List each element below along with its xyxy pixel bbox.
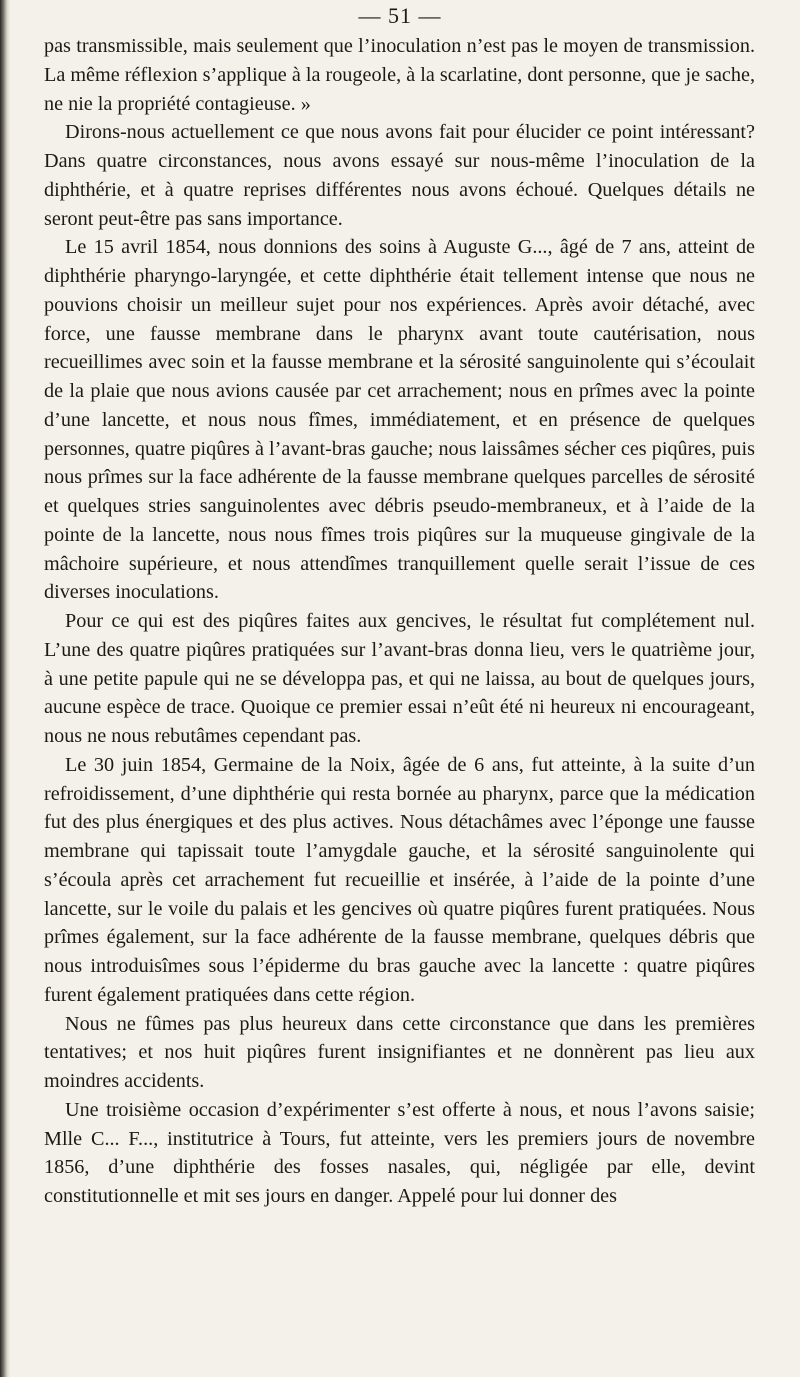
paragraph: Nous ne fûmes pas plus heureux dans cette circonstance que dans les premières tentatives; et nos huit piqûres furent insignifiantes et ne donnèrent pas lieu aux moindres accidents. (44, 1012, 755, 1092)
paragraph: Le 30 juin 1854, Germaine de la Noix, âgée de 6 ans, fut atteinte, à la suite d’un refroidissement, d’une diphthérie qui resta bornée au pharynx, parce que la médication fut des plus énergiques et des plus actives. Nous détachâmes avec l’éponge une fausse membrane qui tapissait toute l’amygdale gauche, et la sérosité sanguinolente qui s’écoula après cet arrachement fut recueillie et insérée, à l’aide de la pointe d’une lancette, sur le voile du palais et les gencives où quatre piqûres furent pratiquées. Nous prîmes également, sur la face adhérente de la fausse membrane, quelques débris que nous introduisîmes sous l’épiderme du bras gauche avec la lancette : quatre piqûres furent également pratiquées dans cette région. (44, 753, 755, 1006)
paragraph: Dirons-nous actuellement ce que nous avons fait pour élucider ce point intéressant? Dans quatre circonstances, nous avons essayé sur nous-même l’inoculation de la diphthérie, et à quatre reprises différentes nous avons échoué. Quelques détails ne seront peut-être pas sans importance. (44, 121, 755, 230)
paragraph: Pour ce qui est des piqûres faites aux gencives, le résultat fut complétement nul. L’une des quatre piqûres pratiquées sur l’avant-bras donna lieu, vers le quatrième jour, à une petite papule qui ne se développa pas, et qui ne laissa, au bout de quelques jours, aucune espèce de trace. Quoique ce premier essai n’eût été ni heureux ni encourageant, nous ne nous rebutâmes cependant pas. (44, 610, 755, 747)
body-text (44, 32, 755, 1211)
paragraph: Le 15 avril 1854, nous donnions des soins à Auguste G..., âgé de 7 ans, atteint de diphthérie pharyngo-laryngée, et cette diphthérie était tellement intense que nous ne pouvions choisir un meilleur sujet pour nos expériences. Après avoir détaché, avec force, une fausse membrane dans le pharynx avant toute cautérisation, nous recueillimes avec soin et la fausse membrane et la sérosité sanguinolente qui s’écoulait de la plaie que nous avions causée par cet arrachement; nous en prîmes avec la pointe d’une lancette, et nous nous fîmes, immédiatement, et en présence de quelques personnes, quatre piqûres à l’avant-bras gauche; nous laissâmes sécher ces piqûres, puis nous prîmes sur la face adhérente de la fausse membrane quelques parcelles de sérosité et quelques stries sanguinolentes avec débris pseudo-membraneux, et à l’aide de la pointe de la lancette, nous nous fîmes trois piqûres sur la muqueuse gingivale de la mâchoire supérieure, et nous attendîmes tranquillement quelle serait l’issue de ces diverses inoculations. (44, 236, 755, 604)
paragraph: pas transmissible, mais seulement que l’inoculation n’est pas le moyen de transmission. La même réflexion s’applique à la rougeole, à la scarlatine, dont personne, que je sache, ne nie la propriété contagieuse. » (44, 35, 755, 115)
page-binding-edge (0, 0, 10, 1377)
paragraph: Une troisième occasion d’expérimenter s’est offerte à nous, et nous l’avons saisie; Mlle C... F..., institutrice à Tours, fut atteinte, vers les premiers jours de novembre 1856, d’une diphthérie des fosses nasales, qui, négligée par elle, devint constitutionnelle et mit ses jours en danger. Appelé pour lui donner des (44, 1098, 755, 1207)
page-number: — 51 — (358, 3, 442, 28)
